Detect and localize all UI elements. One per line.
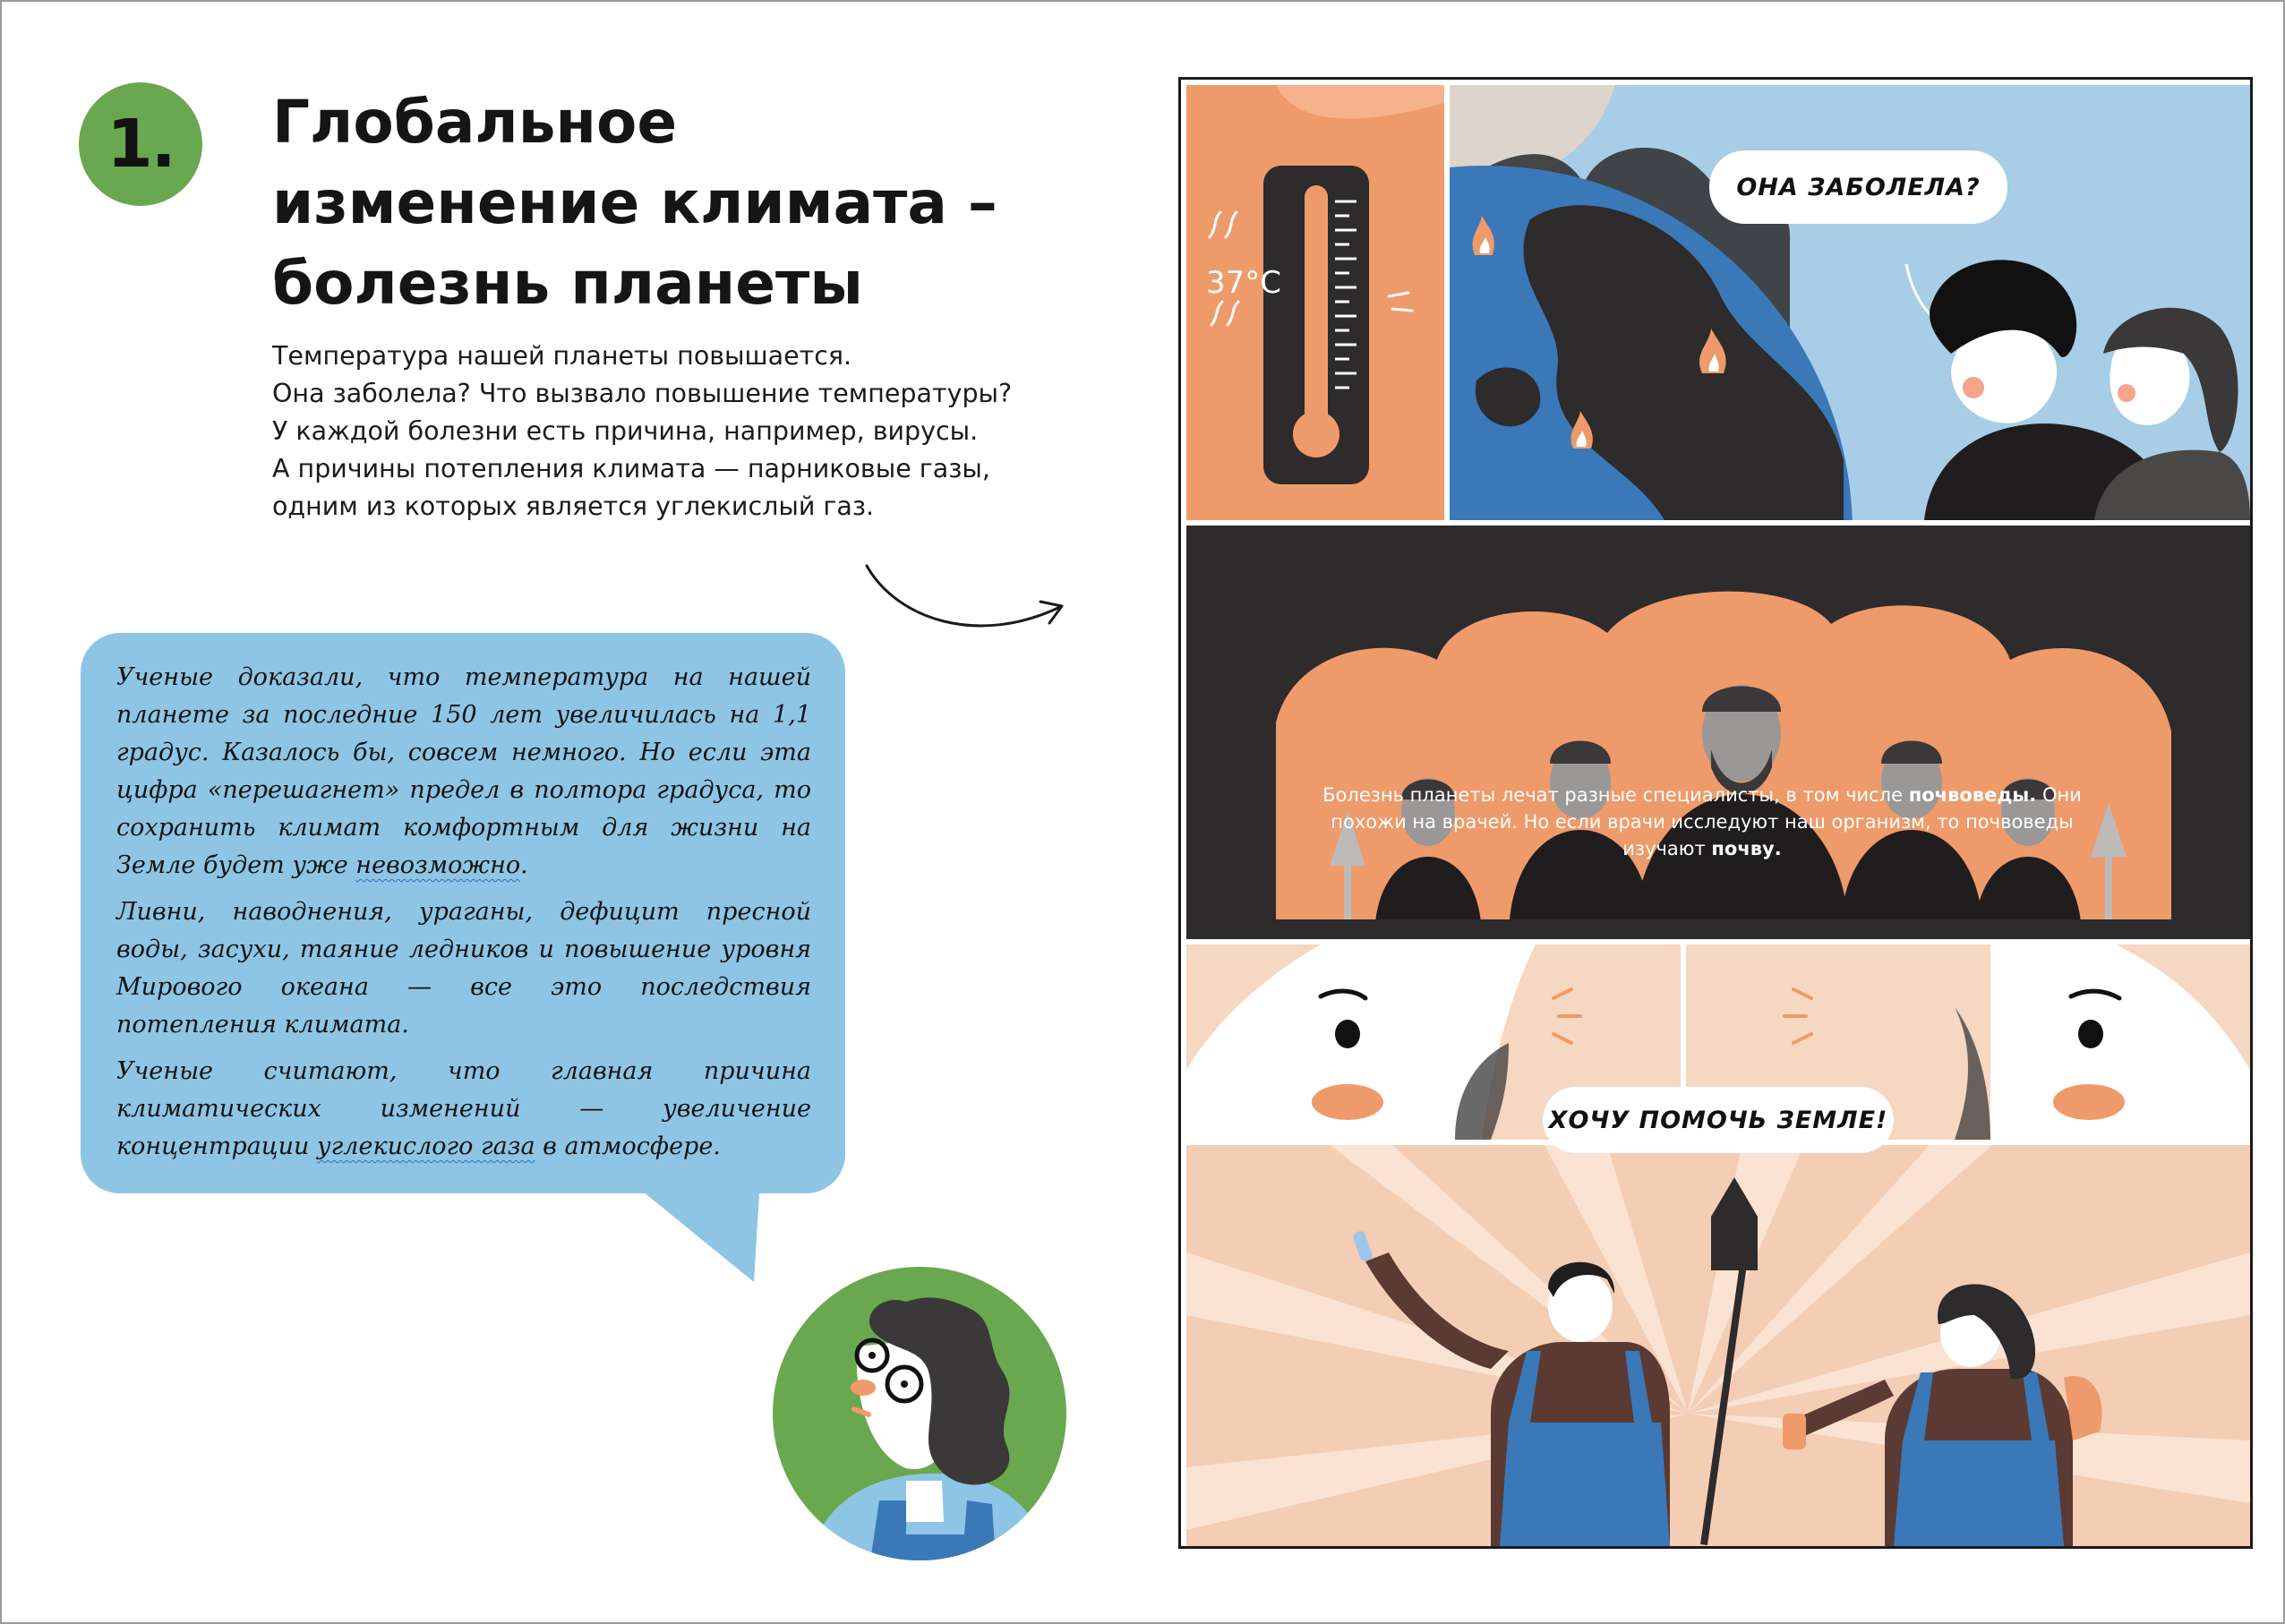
chapter-title-line: болезнь планеты [272, 249, 863, 318]
speech-bubble-tail [609, 1164, 761, 1289]
underlined-term: углекислого газа [316, 1133, 535, 1160]
temperature-reading: 37°C [1206, 265, 1282, 301]
fact-text-span: . [520, 851, 528, 879]
speech-bubble-text: ХОЧУ ПОМОЧЬ ЗЕМЛЕ! [1548, 1106, 1888, 1134]
curved-arrow-icon [861, 557, 1076, 643]
intro-line: А причины потепления климата — парниковые газы, [272, 454, 990, 483]
fact-text [116, 659, 811, 1175]
intro-paragraph [272, 338, 1078, 526]
soil-scientists-heroes-illustration [1186, 1145, 2250, 1546]
chapter-title-line: изменение климата – [272, 168, 997, 237]
speech-bubble-text: ОНА ЗАБОЛЕЛА? [1736, 173, 1981, 201]
fact-paragraph [116, 659, 811, 885]
chapter-number: 1. [107, 106, 175, 183]
speech-bubble [1709, 150, 2007, 224]
comic-panel-soil-scientists [1186, 526, 2250, 939]
soil-scientists-illustration [1186, 526, 2250, 939]
scientist-avatar [772, 1266, 1067, 1561]
chapter-title-line: Глобальное [272, 88, 678, 157]
fact-text-span: Ученые доказали, что температура на нашей планете за последние 150 лет увеличилась на 1,1 градус. Казалось бы, совсем немного. Но если эта цифра «перешагнет» предел в полтора градуса, то сохранить климат комфортным для жизни на Земле будет уже [116, 663, 811, 879]
fact-text-span: Ученые считают, что главная причина климатических изменений — увеличение концентрации [116, 1057, 811, 1160]
comic-panel-thermometer [1186, 85, 1444, 520]
intro-line: Она заболела? Что вызвало повышение температуры? [272, 379, 1013, 408]
caption-text: Они похожи на врачей. Но если врачи исследуют наш организм, то почвоведы изучают [1331, 784, 2082, 859]
speech-bubble [1543, 1087, 1894, 1153]
caption-term: почвоведы. [1908, 784, 2037, 806]
comic-page [1178, 77, 2253, 1549]
intro-line: одним из которых является углекислый газ. [272, 491, 875, 521]
thermometer-icon [1186, 85, 1444, 520]
caption-text: Болезнь планеты лечат разные специалисты, в том числе [1322, 784, 1904, 806]
fact-text-span: в атмосфере. [543, 1133, 721, 1160]
intro-line: У каждой болезни есть причина, например, вирусы. [272, 416, 979, 446]
panel-caption [1312, 782, 2092, 862]
intro-line: Температура нашей планеты повышается. [272, 341, 852, 371]
chapter-number-badge [79, 82, 202, 206]
caption-term: почву. [1711, 838, 1782, 859]
fact-paragraph: Ливни, наводнения, ураганы, дефицит пресной воды, засухи, таяние ледников и повышение уровня Мирового океана — все это последствия потепления климата. [116, 898, 811, 1039]
chapter-title [272, 82, 1078, 324]
comic-panel-heroes [1186, 1145, 2250, 1546]
underlined-term: невозможно [355, 851, 521, 879]
fact-paragraph [116, 1053, 811, 1166]
